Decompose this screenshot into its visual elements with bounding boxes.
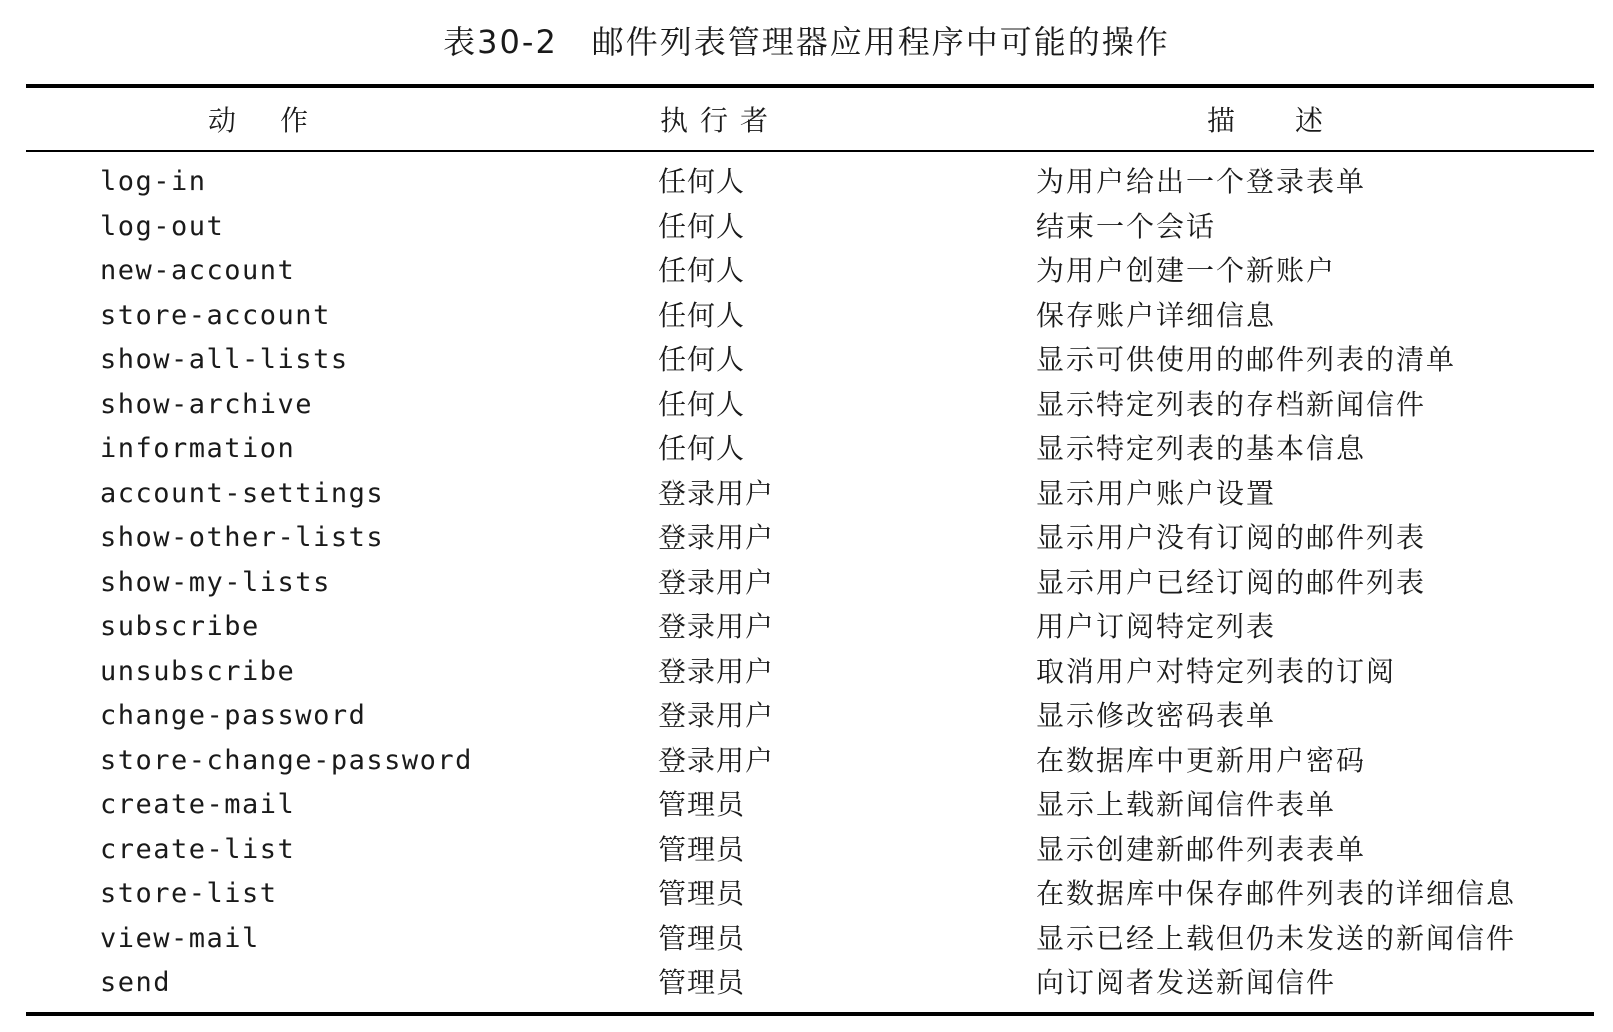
action-cell: subscribe bbox=[100, 611, 260, 642]
action-cell: create-list bbox=[100, 833, 296, 865]
executor-cell: 管理员 bbox=[658, 832, 746, 866]
action-cell: show-my-lists bbox=[100, 566, 331, 598]
action-cell: view-mail bbox=[100, 922, 260, 954]
executor-cell: 登录用户 bbox=[658, 743, 775, 777]
action-cell: information bbox=[100, 433, 296, 464]
description-cell: 显示用户没有订阅的邮件列表 bbox=[1036, 521, 1427, 554]
action-cell: account-settings bbox=[100, 477, 385, 509]
table-row bbox=[0, 605, 1613, 650]
column-header-description: 描述 bbox=[1207, 104, 1384, 137]
description-cell: 为用户创建一个新账户 bbox=[1036, 254, 1337, 287]
table-row bbox=[0, 828, 1613, 873]
executor-cell: 登录用户 bbox=[658, 610, 775, 643]
description-cell: 显示上载新闻信件表单 bbox=[1036, 788, 1337, 821]
description-cell: 取消用户对特定列表的订阅 bbox=[1036, 654, 1397, 688]
executor-cell: 任何人 bbox=[658, 387, 746, 421]
table-row bbox=[0, 383, 1613, 428]
table-row bbox=[0, 694, 1613, 739]
description-cell: 显示可供使用的邮件列表的清单 bbox=[1036, 343, 1457, 376]
action-cell: show-other-lists bbox=[100, 522, 385, 553]
table-row bbox=[0, 516, 1613, 561]
executor-cell: 登录用户 bbox=[658, 699, 775, 732]
table-row bbox=[0, 917, 1613, 962]
table-row bbox=[0, 249, 1613, 294]
action-cell: log-out bbox=[100, 210, 225, 242]
table-row bbox=[0, 561, 1613, 606]
action-cell: new-account bbox=[100, 255, 296, 286]
table-caption: 表30-2 邮件列表管理器应用程序中可能的操作 bbox=[443, 23, 1170, 61]
top-rule bbox=[26, 84, 1594, 88]
table-row bbox=[0, 739, 1613, 784]
table-row bbox=[0, 650, 1613, 695]
table-row bbox=[0, 427, 1613, 472]
header-rule bbox=[26, 150, 1594, 152]
description-cell: 显示修改密码表单 bbox=[1036, 699, 1277, 732]
description-cell: 为用户给出一个登录表单 bbox=[1036, 165, 1367, 198]
table-row bbox=[0, 160, 1613, 205]
executor-cell: 管理员 bbox=[658, 788, 746, 821]
executor-cell: 登录用户 bbox=[658, 654, 775, 688]
action-cell: store-list bbox=[100, 878, 278, 909]
column-header-action: 动作 bbox=[208, 104, 353, 137]
executor-cell: 任何人 bbox=[658, 254, 746, 287]
executor-cell: 任何人 bbox=[658, 165, 746, 198]
executor-cell: 登录用户 bbox=[658, 565, 775, 599]
description-cell: 显示特定列表的基本信息 bbox=[1036, 432, 1367, 465]
description-cell: 显示用户已经订阅的邮件列表 bbox=[1036, 565, 1427, 599]
description-cell: 向订阅者发送新闻信件 bbox=[1036, 966, 1337, 999]
action-cell: change-password bbox=[100, 700, 367, 731]
action-cell: create-mail bbox=[100, 789, 296, 820]
action-cell: store-account bbox=[100, 299, 331, 331]
description-cell: 保存账户详细信息 bbox=[1036, 298, 1277, 332]
table-row bbox=[0, 783, 1613, 828]
table-row bbox=[0, 294, 1613, 339]
description-cell: 显示用户账户设置 bbox=[1036, 476, 1277, 510]
bottom-rule bbox=[26, 1012, 1594, 1016]
action-cell: store-change-password bbox=[100, 744, 473, 776]
action-cell: send bbox=[100, 967, 172, 998]
table-row bbox=[0, 472, 1613, 517]
description-cell: 显示创建新邮件列表表单 bbox=[1036, 832, 1367, 866]
table-row bbox=[0, 961, 1613, 1006]
executor-cell: 管理员 bbox=[658, 921, 746, 955]
action-cell: unsubscribe bbox=[100, 655, 296, 687]
action-cell: show-archive bbox=[100, 388, 314, 420]
table-row bbox=[0, 872, 1613, 917]
executor-cell: 管理员 bbox=[658, 966, 746, 999]
executor-cell: 登录用户 bbox=[658, 521, 775, 554]
description-cell: 结束一个会话 bbox=[1036, 209, 1217, 243]
executor-cell: 任何人 bbox=[658, 298, 746, 332]
executor-cell: 任何人 bbox=[658, 343, 746, 376]
table-row bbox=[0, 205, 1613, 250]
action-cell: log-in bbox=[100, 166, 207, 197]
description-cell: 显示已经上载但仍未发送的新闻信件 bbox=[1036, 921, 1517, 955]
executor-cell: 任何人 bbox=[658, 209, 746, 243]
column-header-executor: 执行者 bbox=[660, 104, 781, 137]
description-cell: 在数据库中更新用户密码 bbox=[1036, 743, 1367, 777]
executor-cell: 登录用户 bbox=[658, 476, 775, 510]
executor-cell: 管理员 bbox=[658, 877, 746, 910]
table-body bbox=[0, 160, 1613, 1006]
description-cell: 在数据库中保存邮件列表的详细信息 bbox=[1036, 877, 1517, 910]
action-cell: show-all-lists bbox=[100, 344, 349, 375]
description-cell: 显示特定列表的存档新闻信件 bbox=[1036, 387, 1427, 421]
description-cell: 用户订阅特定列表 bbox=[1036, 610, 1277, 643]
executor-cell: 任何人 bbox=[658, 432, 746, 465]
table-row bbox=[0, 338, 1613, 383]
